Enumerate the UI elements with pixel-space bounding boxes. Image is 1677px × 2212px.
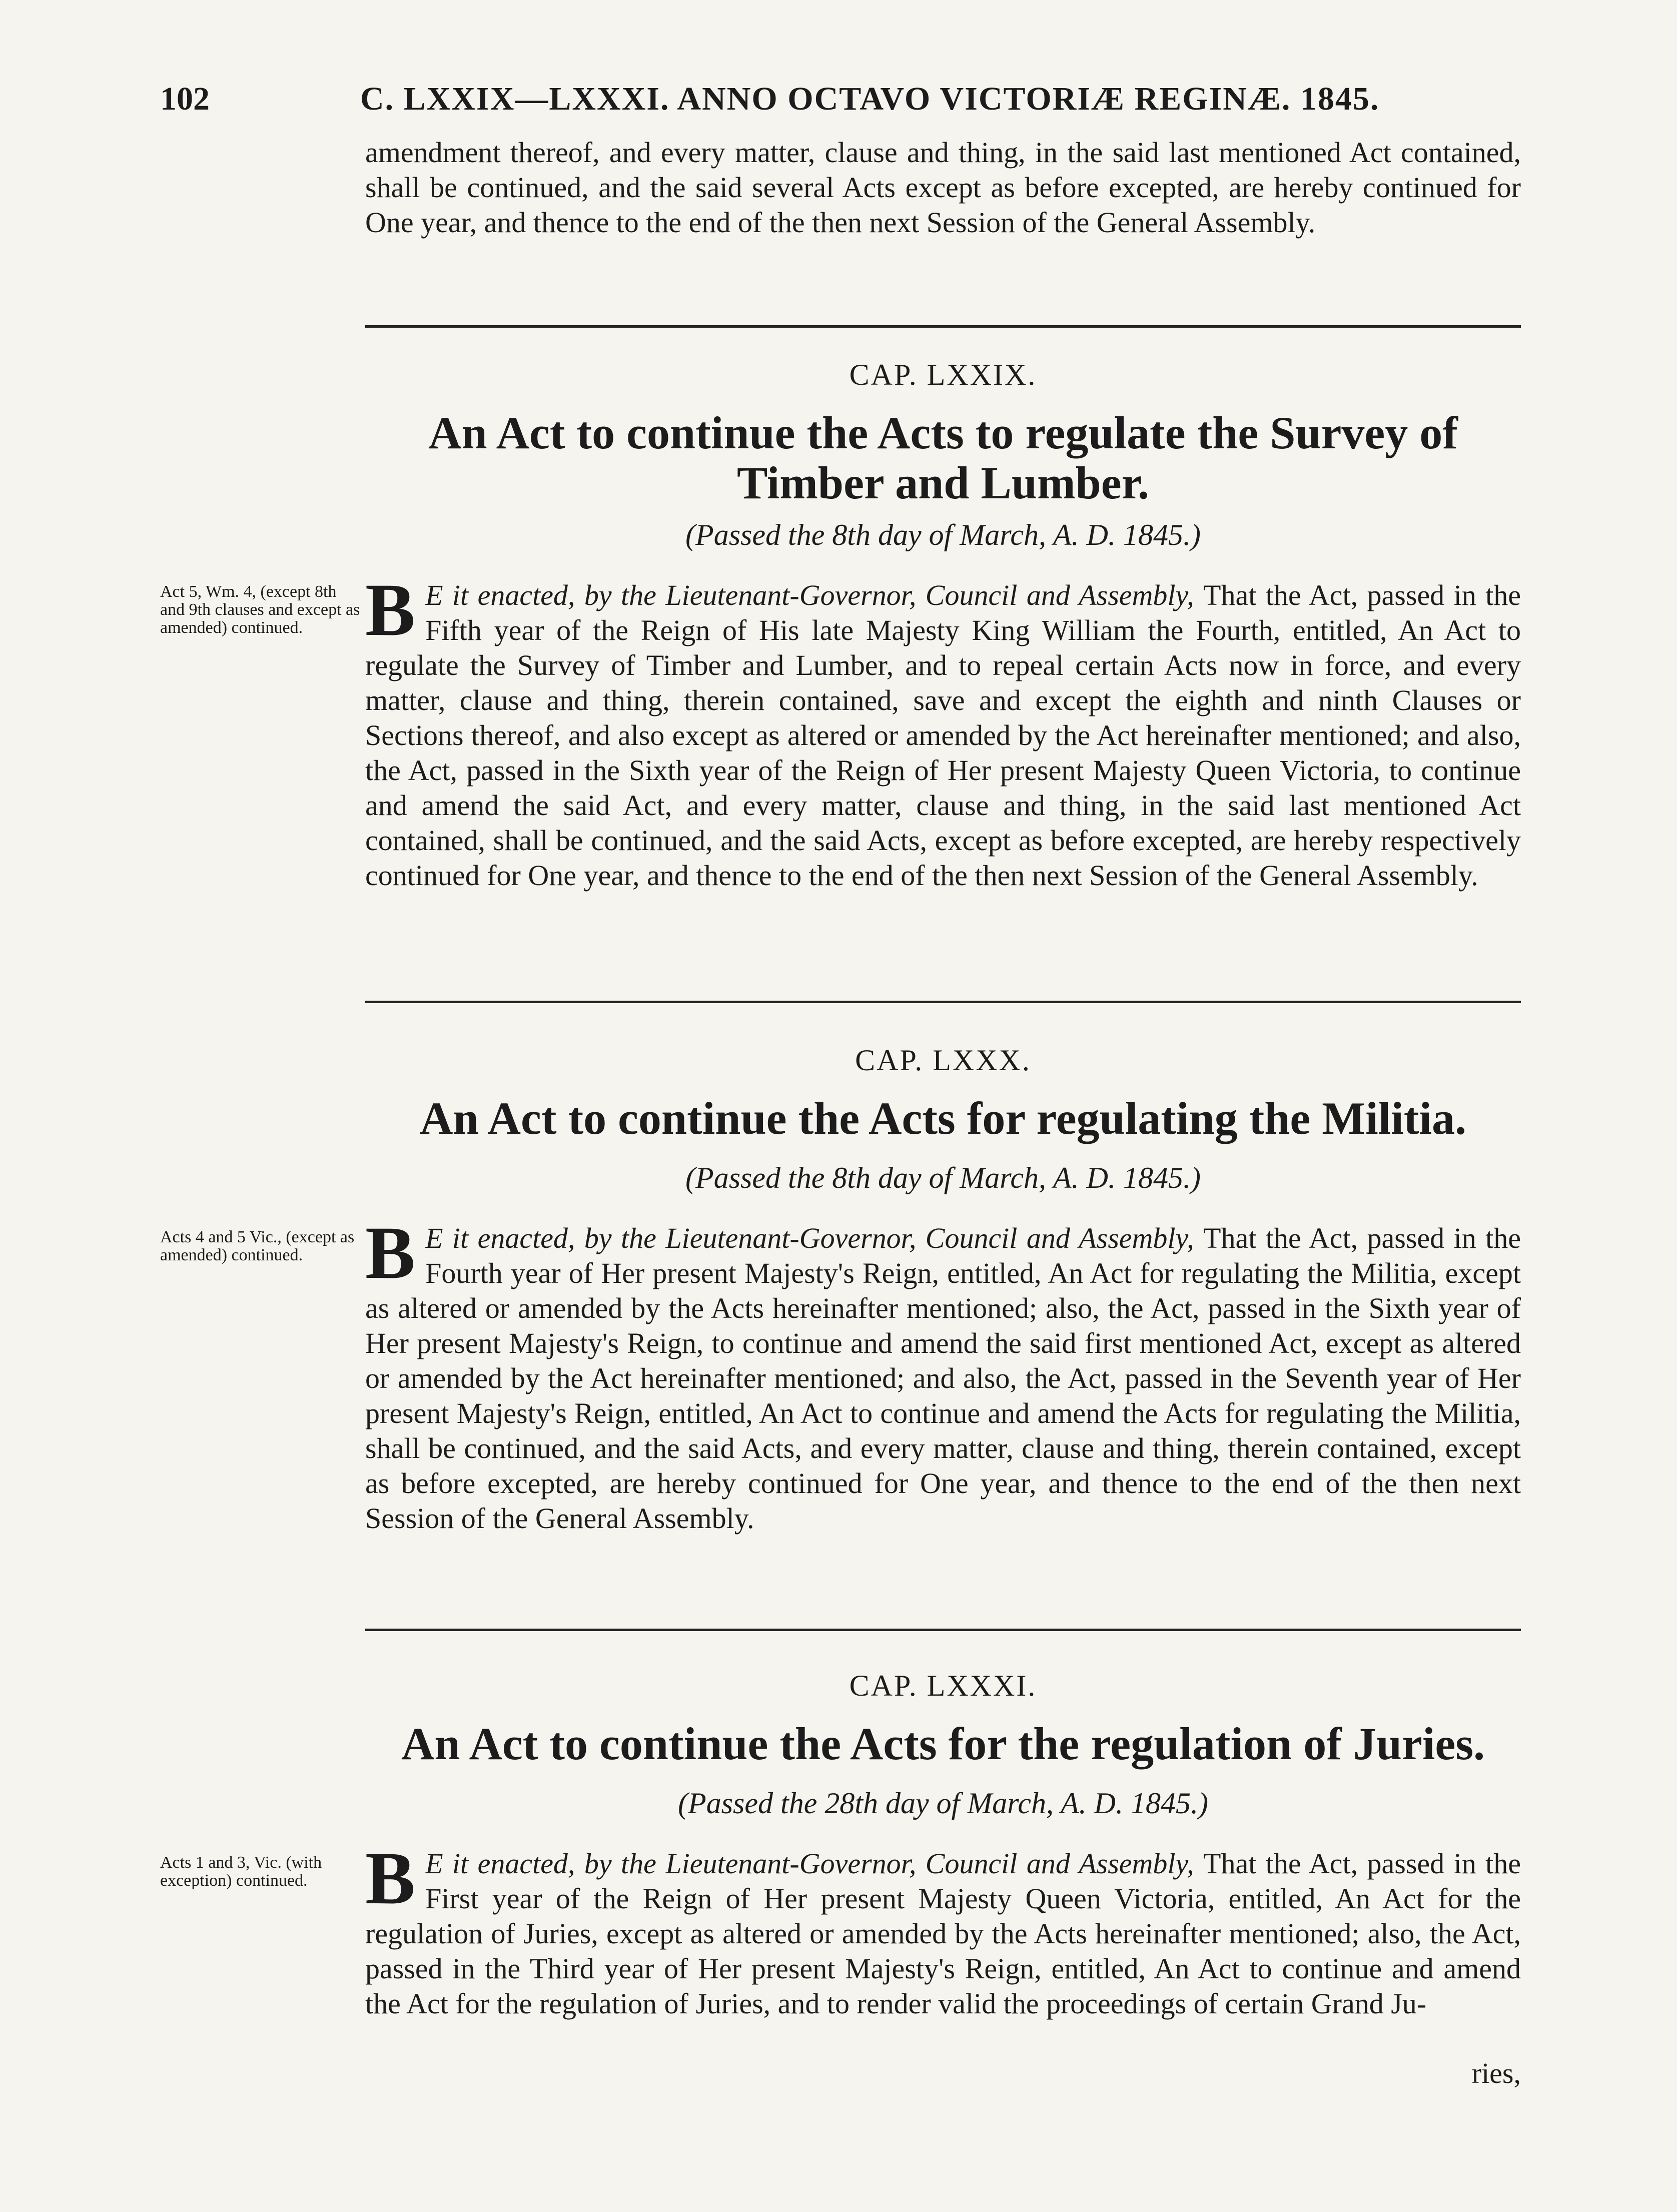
act-title: An Act to continue the Acts to regulate the Survey of Timber and Lumber. [428,407,1458,508]
chapter-number: CAP. LXXXI. [849,1669,1037,1702]
act-title: An Act to continue the Acts for the regulation of Juries. [401,1718,1485,1769]
enacting-clause: E it enacted, by the Lieutenant-Governor, Council and Assembly, [425,579,1204,611]
passed-date: (Passed the 8th day of March, A. D. 1845.) [685,1161,1201,1194]
page-header [160,80,1531,125]
running-head: C. LXXIX—LXXXI. ANNO OCTAVO VICTORIÆ REGINÆ. 1845. [360,81,1380,117]
passed-date: (Passed the 8th day of March, A. D. 1845.) [685,518,1201,551]
enactment-paragraph [365,1837,1521,2021]
marginal-note: Act 5, Wm. 4, (except 8th and 9th clauses and except as amended) continued. [160,582,360,637]
act-title: An Act to continue the Acts for regulating the Militia. [420,1093,1466,1144]
drop-cap-initial: B [365,568,416,651]
section-divider [365,1001,1521,1003]
marginal-note: Acts 1 and 3, Vic. (with exception) continued. [160,1853,322,1890]
continuation-paragraph: amendment thereof, and every matter, clause and thing, in the said last mentioned Act contained, shall be continued, and the said several Acts except as before excepted, are hereby continued for One year, and thence to the end of the then next Session of the General Assembly. [365,136,1521,239]
enacting-clause: E it enacted, by the Lieutenant-Governor, Council and Assembly, [425,1847,1204,1880]
enactment-paragraph [365,1211,1521,1536]
passed-date: (Passed the 28th day of March, A. D. 1845.) [678,1787,1208,1820]
enactment-paragraph [365,568,1521,893]
page-number: 102 [160,81,210,117]
enacting-clause: E it enacted, by the Lieutenant-Governor, Council and Assembly, [425,1222,1204,1254]
drop-cap-initial: B [365,1837,416,1920]
marginal-note: Acts 4 and 5 Vic., (except as amended) continued. [160,1228,355,1264]
drop-cap-initial: B [365,1211,416,1294]
section-divider [365,1629,1521,1631]
enactment-text: That the Act, passed in the First year of the Reign of Her present Majesty Queen Victoria, entitled, An Act for the regulation of Juries, except as altered or amended by the Acts hereinafter mentioned; also, the Act, passed in the Third year of Her present Majesty's Reign, entitled, An Act to continue and amend the Act for the regulation of Juries, and to render valid the proceedings of certain Grand Ju- [365,1847,1521,2020]
chapter-number: CAP. LXXIX. [849,358,1037,391]
catchword: ries, [1471,2057,1521,2089]
chapter-number: CAP. LXXX. [855,1044,1031,1077]
enactment-text: That the Act, passed in the Fourth year of Her present Majesty's Reign, entitled, An Act for regulating the Militia, except as altered or amended by the Acts hereinafter mentioned; also, the Act, passed in the Sixth year of Her present Majesty's Reign, to continue and amend the said first mentioned Act, except as altered or amended by the Act hereinafter mentioned; and also, the Act, passed in the Seventh year of Her present Majesty's Reign, entitled, An Act to continue and amend the Acts for regulating the Militia, shall be continued, and the said Acts, and every matter, clause and thing, therein contained, except as before excepted, are hereby continued for One year, and thence to the end of the then next Session of the General Assembly. [365,1222,1521,1535]
section-divider [365,325,1521,328]
enactment-text: That the Act, passed in the Fifth year of the Reign of His late Majesty King William the Fourth, entitled, An Act to regulate the Survey of Timber and Lumber, and to repeal certain Acts now in force, and every matter, clause and thing, therein contained, save and except the eighth and ninth Clauses or Sections thereof, and also except as altered or amended by the Act hereinafter mentioned; and also, the Act, passed in the Sixth year of the Reign of Her present Majesty Queen Victoria, to continue and amend the said Act, and every matter, clause and thing, in the said last mentioned Act contained, shall be continued, and the said Acts, except as before excepted, are hereby respectively continued for One year, and thence to the end of the then next Session of the General Assembly. [365,579,1521,892]
